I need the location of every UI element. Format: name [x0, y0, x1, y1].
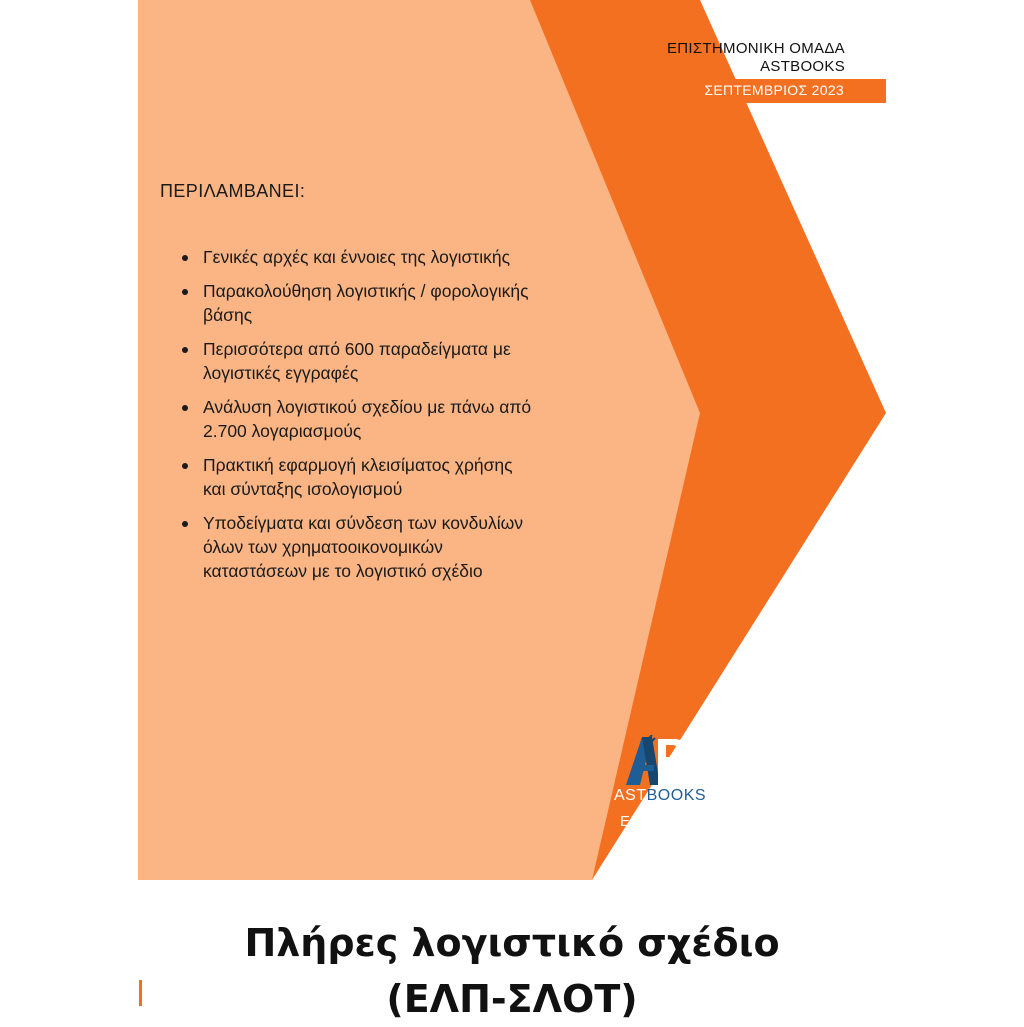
- header-block: [600, 40, 845, 76]
- logo-editions: ΕΚΔΟΣΕΙΣ: [620, 813, 699, 830]
- list-item-line: 2.700 λογαριασμούς: [203, 421, 362, 441]
- bullet-icon: [182, 255, 188, 261]
- list-item-line: λογιστικές εγγραφές: [203, 363, 359, 383]
- logo-word-ast: AST: [614, 787, 647, 804]
- includes-heading: ΠΕΡΙΛΑΜΒΑΝΕΙ:: [160, 181, 306, 201]
- title-line-1: Πλήρες λογιστικό σχέδιο: [244, 921, 780, 965]
- list-item-line: Υποδείγματα και σύνδεση των κονδυλίων: [203, 513, 524, 533]
- team-line: ΕΠΙΣΤΗΜΟΝΙΚΗ ΟΜΑΔΑ: [666, 40, 845, 57]
- list-item-line: και σύνταξης ισολογισμού: [203, 479, 403, 499]
- list-item: [180, 453, 620, 501]
- list-item-line: Γενικές αρχές και έννοιες της λογιστικής: [203, 247, 511, 267]
- list-item: [180, 279, 620, 327]
- list-item-line: Παρακολούθηση λογιστικής / φορολογικής: [203, 281, 529, 301]
- list-item-line: Ανάλυση λογιστικού σχεδίου με πάνω από: [203, 397, 532, 417]
- title-line-2: (ΕΛΠ-ΣΛΟΤ): [386, 977, 638, 1021]
- list-item: [180, 337, 620, 385]
- logo-wordmark: [614, 787, 706, 805]
- list-item-line: καταστάσεων με το λογιστικό σχέδιο: [203, 561, 483, 581]
- bullet-icon: [182, 289, 188, 295]
- list-item-line: όλων των χρηματοοικονομικών: [203, 537, 443, 557]
- date-bar: [690, 79, 886, 103]
- orange-side-mark: [139, 980, 142, 1006]
- logo-word-books: BOOKS: [646, 787, 707, 804]
- bullet-icon: [182, 347, 188, 353]
- list-item-line: Περισσότερα από 600 παραδείγματα με: [203, 339, 511, 359]
- contents-list: [180, 245, 620, 593]
- book-title: [0, 915, 1024, 1027]
- astbooks-logo-icon: [622, 735, 692, 787]
- publisher-line: ASTBOOKS: [760, 58, 845, 75]
- list-item: [180, 395, 620, 443]
- list-item-line: Πρακτική εφαρμογή κλεισίματος χρήσης: [203, 455, 513, 475]
- bullet-icon: [182, 463, 188, 469]
- list-item: [180, 511, 620, 583]
- bullet-icon: [182, 405, 188, 411]
- bullet-icon: [182, 521, 188, 527]
- list-item-line: βάσης: [203, 305, 253, 325]
- publication-date: ΣΕΠΤΕΜΒΡΙΟΣ 2023: [704, 82, 844, 98]
- list-item: [180, 245, 620, 269]
